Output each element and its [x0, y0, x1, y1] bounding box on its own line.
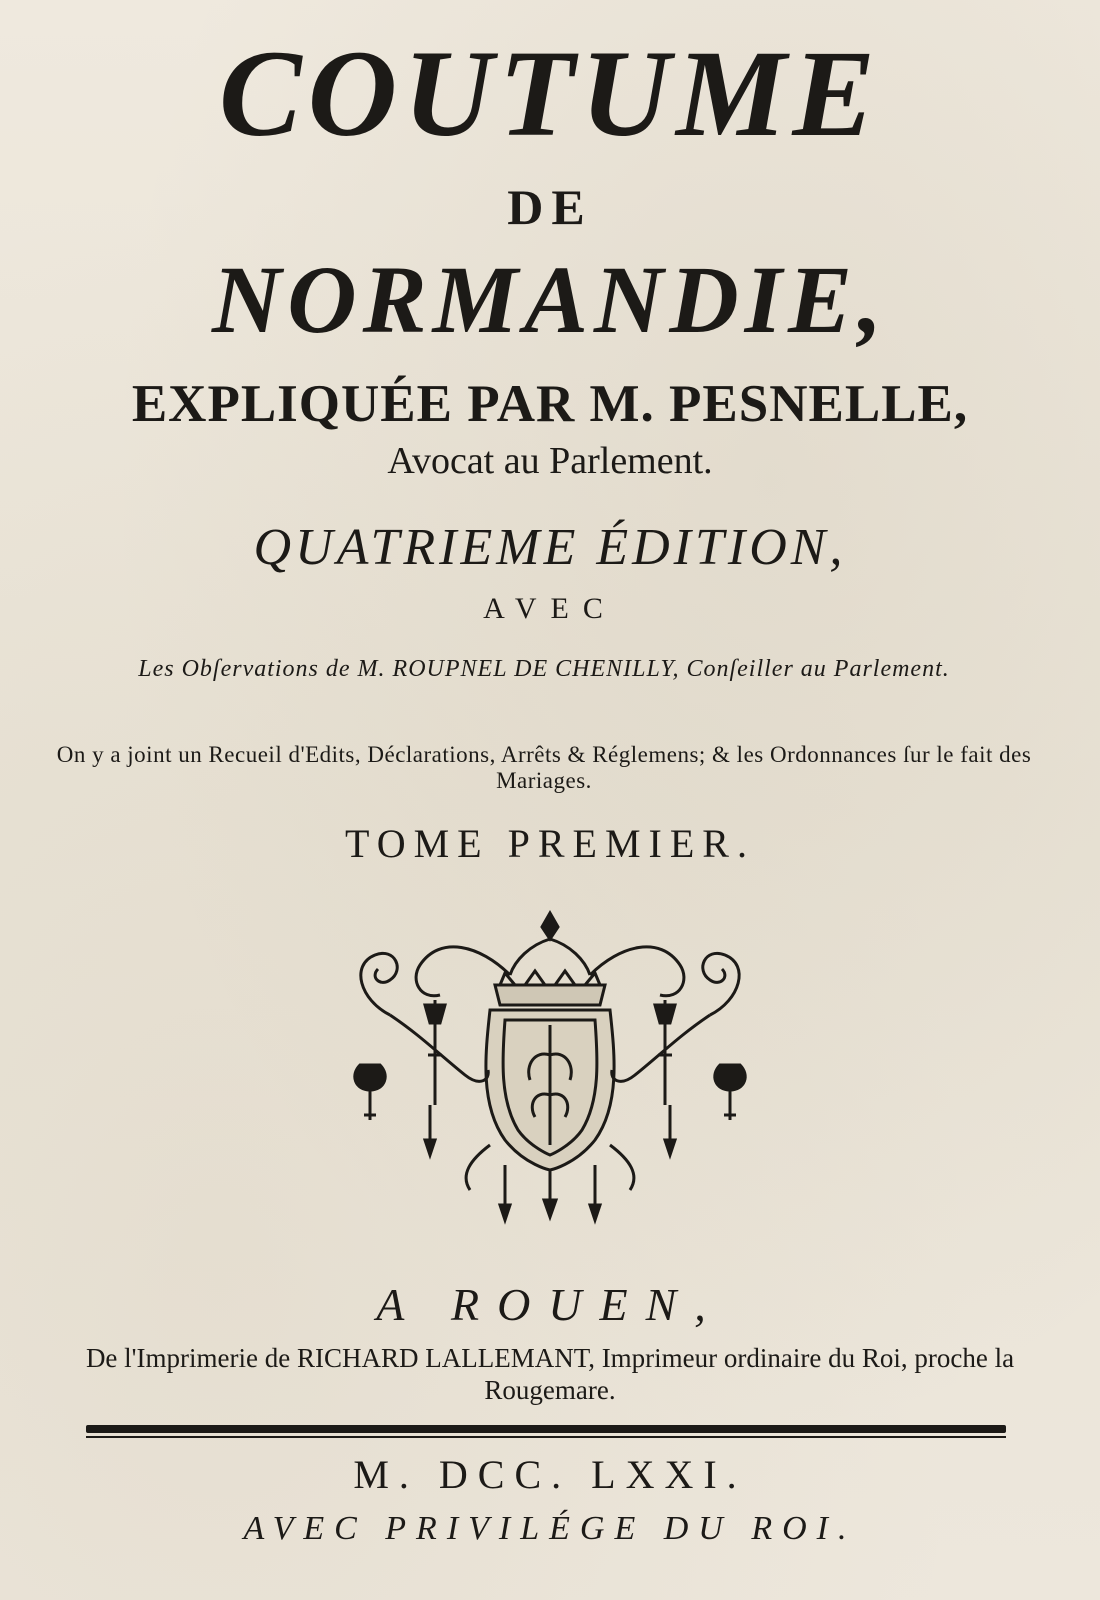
book-title: COUTUME: [218, 25, 882, 162]
printer-line: De l'Imprimerie de RICHARD LALLEMANT, Imprimeur ordinaire du Roi, proche la Rougemare.: [85, 1343, 1015, 1406]
author-role: Avocat au Parlement.: [387, 440, 713, 482]
region-title: NORMANDIE,: [211, 246, 889, 353]
privilege-line: AVEC PRIVILÉGE DU ROI.: [243, 1510, 857, 1547]
double-rule-divider: [86, 1425, 1006, 1438]
volume-line: TOME PREMIER.: [345, 821, 755, 866]
edition-line: QUATRIEME ÉDITION,: [253, 519, 847, 576]
additions-line: On y a joint un Recueil d'Edits, Déclarations, Arrêts & Réglemens; & les Ordonnances ſur le fait des Mariages.: [56, 742, 1032, 794]
avec-line: AVEC: [483, 592, 617, 625]
title-de: DE: [507, 179, 593, 235]
city-line: A ROUEN,: [376, 1279, 724, 1330]
explained-by-line: EXPLIQUÉE PAR M. PESNELLE,: [131, 375, 969, 433]
fleuron-cartouche-icon: [0, 905, 1100, 1235]
observations-line: Les Obſervations de M. ROUPNEL DE CHENILLY, Conſeiller au Parlement.: [138, 656, 950, 682]
publication-year: M. DCC. LXXI.: [353, 1452, 747, 1497]
